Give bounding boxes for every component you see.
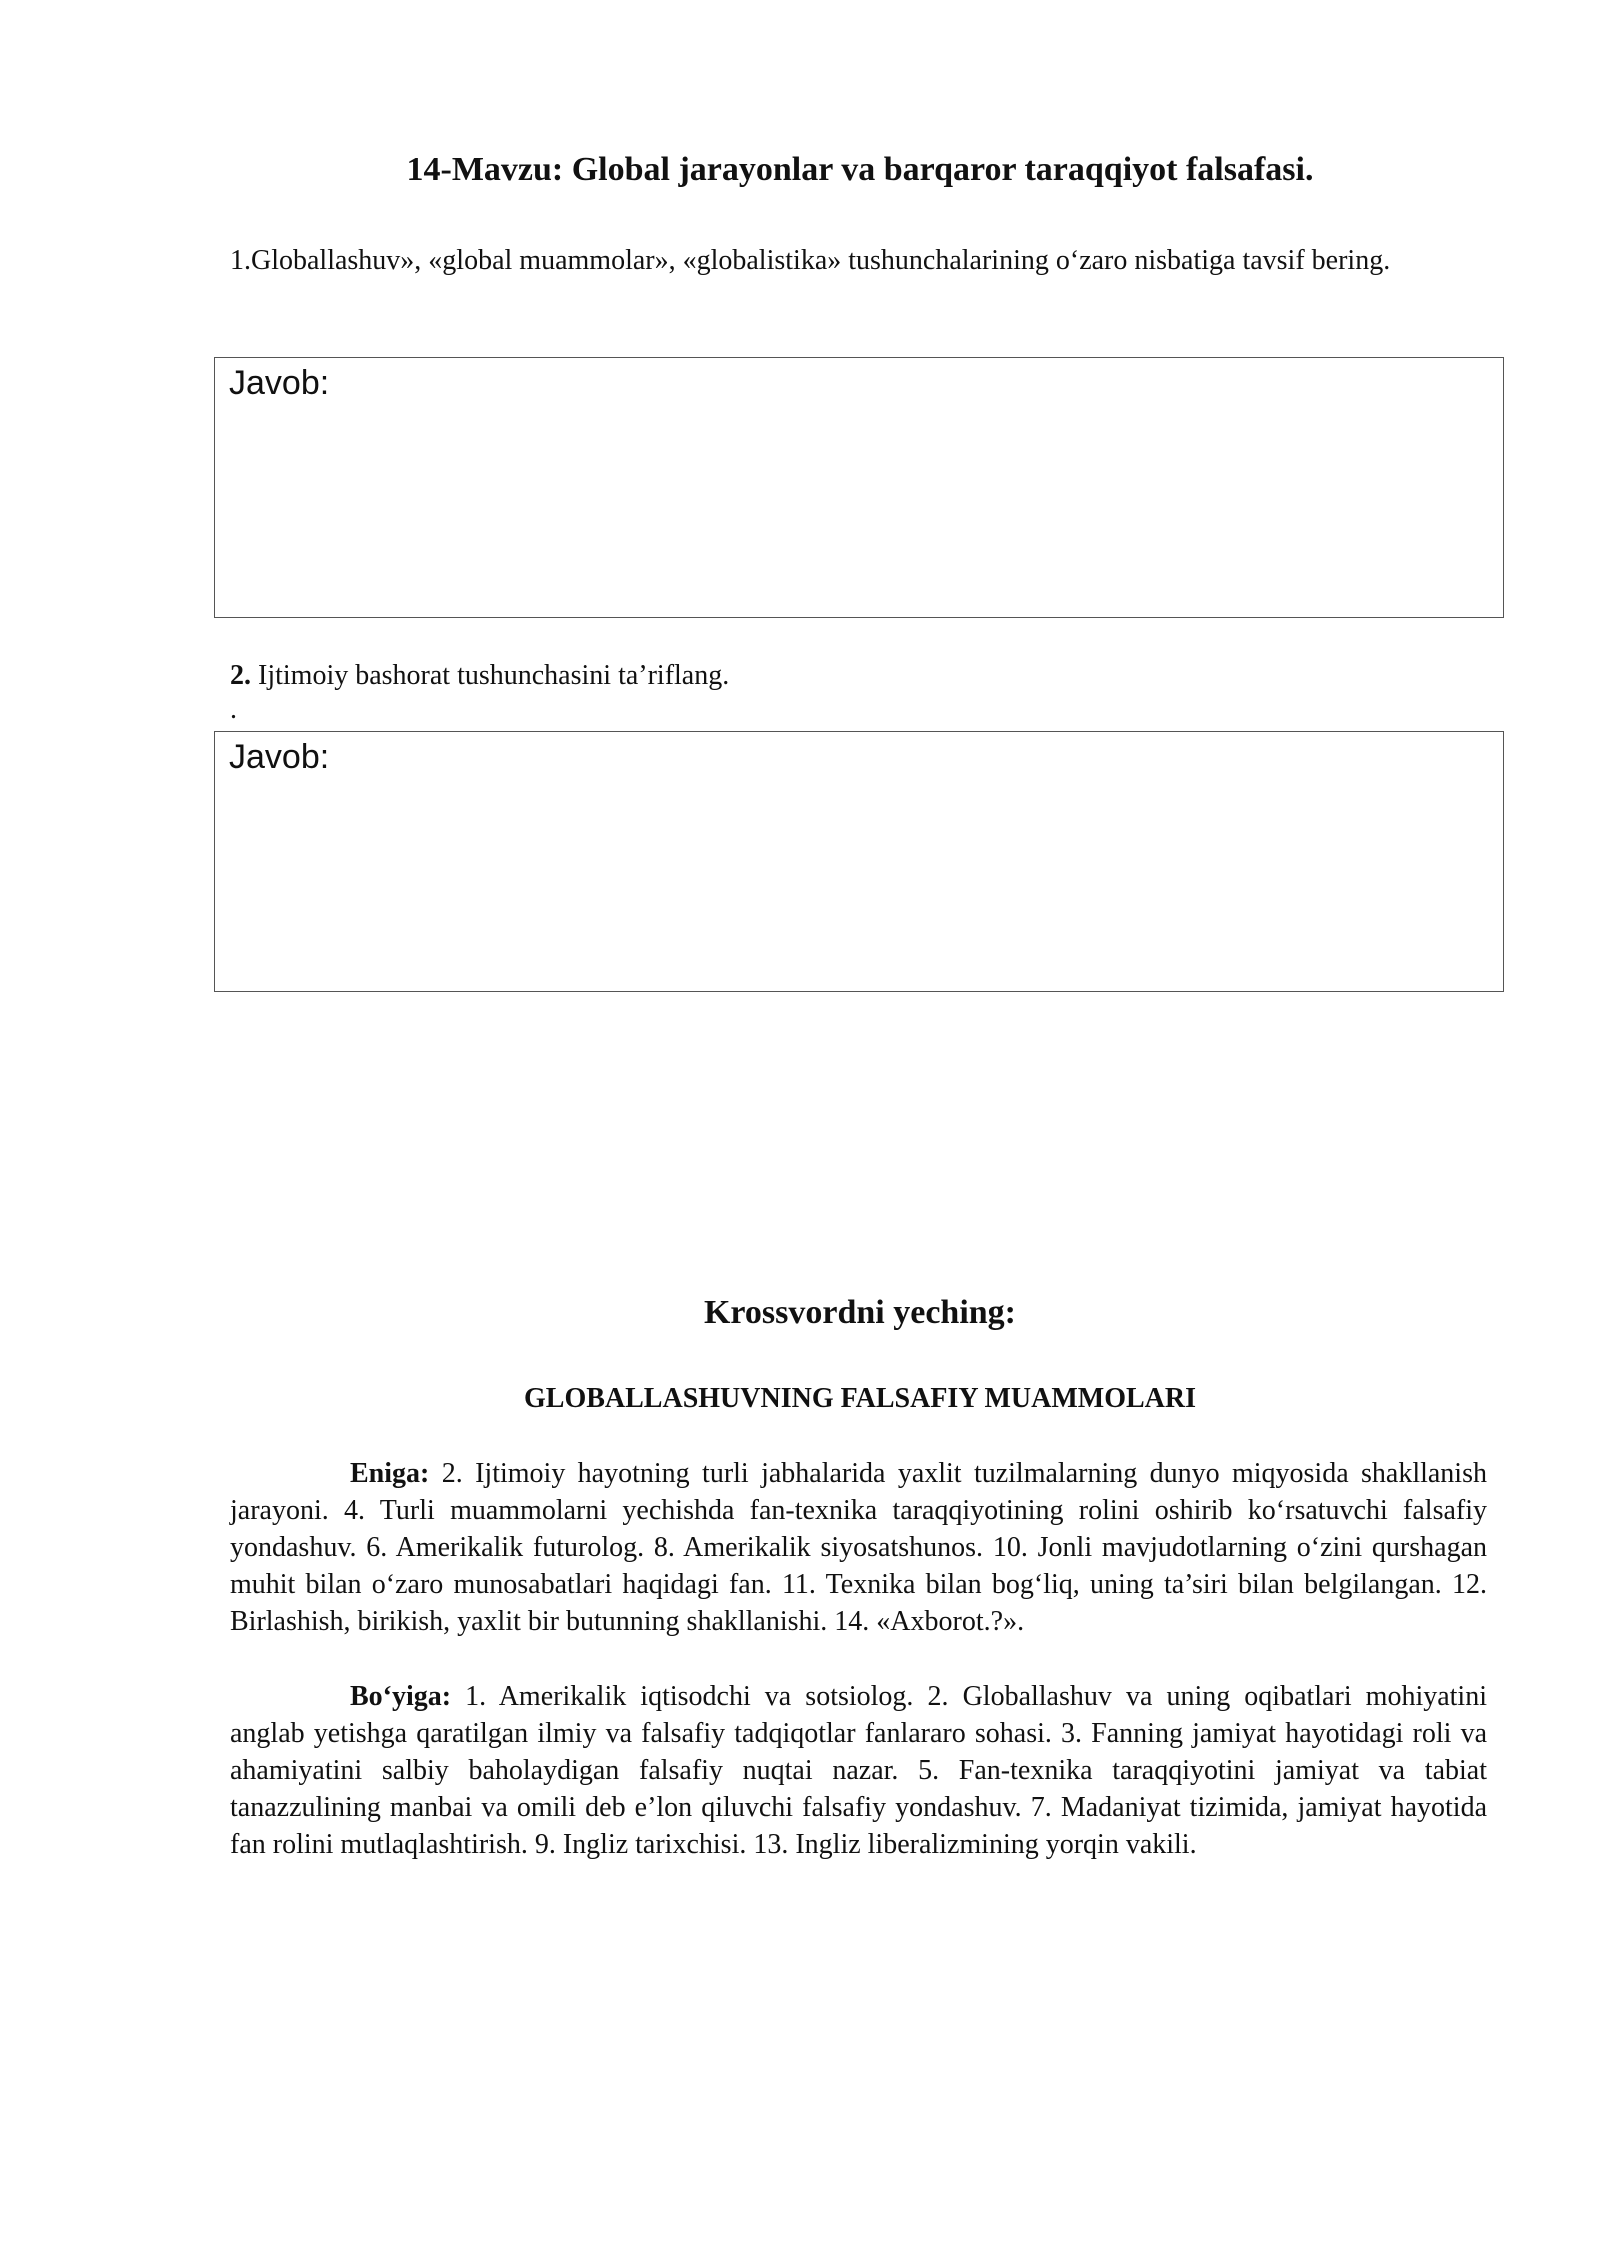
answer-box-1[interactable] (214, 357, 1504, 618)
across-clues (230, 1455, 1487, 1640)
crossword-subtitle: GLOBALLASHUVNING FALSAFIY MUAMMOLARI (523, 1383, 1197, 1414)
answer-box-2[interactable] (214, 731, 1504, 992)
down-clues (230, 1678, 1487, 1863)
crossword-title: Krossvordni yeching: (703, 1294, 1016, 1331)
across-heading: Eniga: (350, 1458, 430, 1489)
answer-label-2: Javob: (229, 738, 330, 776)
across-clues-text: 2. Ijtimoiy hayotning turli jabhalarida yaxlit tuzilmalarning dunyo miqyosida shakllanish jarayoni. 4. Turli muammolarni yechishda fan-texnika taraqqiyotining rolini oshirib ko‘rsatuvchi falsafiy yondashuv. 6. Amerikalik futurolog. 8. Amerikalik siyosatshunos. 10. Jonli mavjudotlarning o‘zini qurshagan muhit bilan o‘zaro munosabatlari haqidagi fan. 11. Texnika bilan bog‘liq, uning ta’siri bilan belgilangan. 12. Birlashish, birikish, yaxlit bir butunning shakllanishi. 14. «Axborot.?». (230, 1458, 1487, 1637)
down-heading: Bo‘yiga: (350, 1681, 452, 1712)
question-2-trailing-mark: . (230, 694, 237, 725)
page-title: 14-Mavzu: Global jarayonlar va barqaror taraqqiyot falsafasi. (406, 151, 1314, 188)
question-1: 1.Globallashuv», «global muammolar», «globalistika» tushunchalarining o‘zaro nisbatiga tavsif bering. (230, 245, 1391, 276)
answer-label-1: Javob: (229, 364, 330, 402)
question-2-number: 2. (230, 660, 251, 691)
down-clues-text: 1. Amerikalik iqtisodchi va sotsiolog. 2. Globallashuv va uning oqibatlari mohiyatini anglab yetishga qaratilgan ilmiy va falsafiy tadqiqotlar fanlararo sohasi. 3. Fanning jamiyat hayotidagi roli va ahamiyatini salbiy baholaydigan falsafiy nuqtai nazar. 5. Fan-texnika taraqqiyotini jamiyat va tabiat tanazzulining manbai va omili deb e’lon qiluvchi falsafiy yondashuv. 7. Madaniyat tizimida, jamiyat hayotida fan rolini mutlaqlashtirish. 9. Ingliz tarixchisi. 13. Ingliz liberalizmining yorqin vakili. (230, 1681, 1487, 1860)
question-2-text: Ijtimoiy bashorat tushunchasini ta’riflang. (251, 660, 730, 691)
question-2 (230, 657, 1487, 694)
